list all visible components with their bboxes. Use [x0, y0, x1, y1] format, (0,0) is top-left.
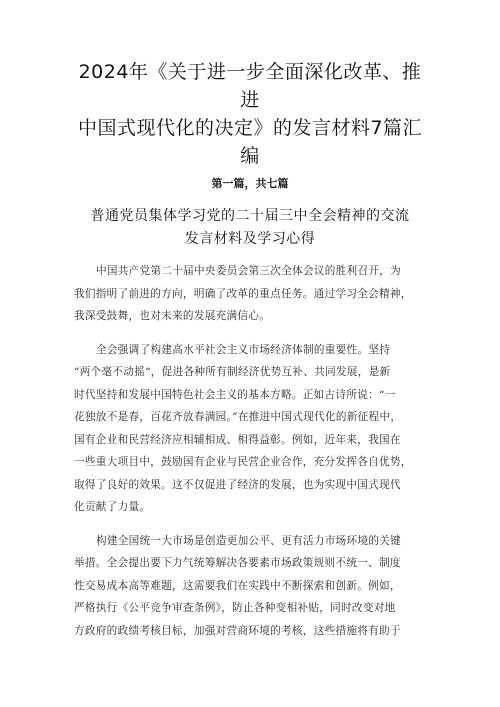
paragraph: [74, 530, 434, 643]
paragraph: [74, 260, 434, 328]
article-body: [74, 260, 434, 653]
document-title-line: 2024年《关于进一步全面深化改革、推进: [78, 61, 422, 111]
paragraph-line: 我们指明了前进的方向，明确了改革的重点任务。通过学习全会精神，: [74, 287, 412, 300]
paragraph-line: 我深受鼓舞，也对未来的发展充满信心。: [74, 310, 271, 322]
paragraph-line: 花独放不是春，百花齐放春满园。”在推进中国式现代化的新征程中，: [74, 411, 402, 423]
section-heading: 第一篇，共七篇: [211, 177, 289, 190]
paragraph-line: 举措。全会提出要下力气统筹解决各要素市场政策规则不统一、制度: [74, 557, 401, 569]
paragraph-line: 性交易成本高等难题，这需要我们在实践中不断探索和创新。例如，: [74, 579, 401, 592]
paragraph-line: 中国共产党第二十届中央委员会第三次全体会议的胜利召开，为: [96, 265, 402, 277]
document-title-line: 编: [240, 145, 260, 167]
paragraph-line: 时代坚持和发展中国特色社会主义的基本方略。正如古诗所说：“一: [74, 388, 396, 401]
paragraph-line: 取得了良好的效果。这不仅促进了经济的发展，也为实现中国式现代: [74, 478, 401, 491]
paragraph-line: 国有企业和民营经济应相辅相成、相得益彰。例如，近年来，我国在: [74, 433, 401, 446]
paragraph-line: 全会强调了构建高水平社会主义市场经济体制的重要性。坚持: [96, 343, 391, 356]
document-title-line: 中国式现代化的决定》的发言材料7篇汇: [77, 117, 423, 139]
paragraph-line: 化贡献了力量。: [74, 501, 151, 513]
paragraph-line: 构建全国统一大市场是创造更加公平、更有活力市场环境的关键: [96, 534, 402, 547]
paragraph-line: “两个毫不动摇“，促进各种所有制经济优势互补、共同发展，是新: [74, 366, 391, 378]
paragraph-line: 严格执行《公平竞争审查条例》，防止各种变相补贴，同时改变对地: [74, 602, 396, 614]
article-title-line: 发言材料及学习心得: [184, 231, 316, 247]
paragraph-line: 一些重大项目中，鼓励国有企业与民营企业合作，充分发挥各自优势，: [74, 456, 412, 468]
paragraph-line: 方政府的政绩考核目标，加强对营商环境的考核，这些措施将有助于: [74, 624, 401, 637]
article-title-line: 普通党员集体学习党的二十届三中全会精神的交流: [90, 208, 410, 224]
article-title: [60, 205, 440, 251]
document-title: [70, 58, 430, 170]
paragraph: [74, 339, 434, 519]
